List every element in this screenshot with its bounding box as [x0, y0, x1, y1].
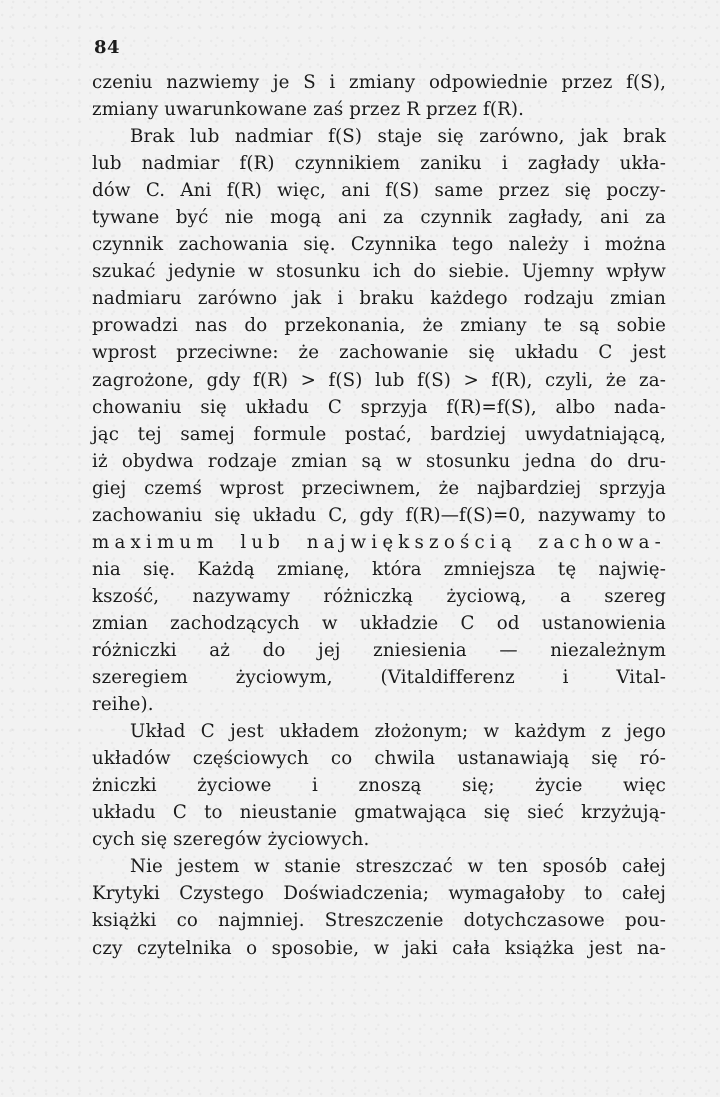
- text-line: zagrożone, gdy f(R) > f(S) lub f(S) > f(R), czyli, że za-: [92, 369, 666, 391]
- paragraph-start-line: Nie jestem w stanie streszczać w ten sposób całej: [130, 856, 666, 878]
- text-line: cych się szeregów życiowych.: [92, 829, 370, 851]
- text-line: czy czytelnika o sposobie, w jaki cała książka jest na-: [92, 937, 666, 959]
- text-line: zmiany uwarunkowane zaś przez R przez f(R).: [92, 99, 525, 121]
- text-line: giej czemś wprost przeciwnem, że najbardziej sprzyja: [92, 477, 666, 499]
- page-number: 84: [94, 37, 121, 58]
- text-line: dów C. Ani f(R) więc, ani f(S) same przez się poczy-: [92, 180, 666, 202]
- text-line: czynnik zachowania się. Czynnika tego należy i można: [92, 234, 666, 256]
- text-line: zmian zachodzących w układzie C od ustanowienia: [92, 612, 666, 634]
- text-line: książki co najmniej. Streszczenie dotychczasowe pou-: [92, 910, 666, 932]
- text-line: chowaniu się układu C sprzyja f(R)=f(S), albo nada-: [92, 396, 666, 418]
- spaced-emphasis-line: maximum lub największością zachowa-: [92, 531, 666, 553]
- text-line: szeregiem życiowym, (Vitaldifferenz i Vital-: [92, 667, 666, 689]
- text-line: nadmiaru zarówno jak i braku każdego rodzaju zmian: [92, 288, 666, 310]
- text-line: zachowaniu się układu C, gdy f(R)—f(S)=0, nazywamy to: [92, 504, 666, 526]
- text-line: nia się. Każdą zmianę, która zmniejsza tę najwię-: [92, 558, 666, 580]
- text-line: układu C to nieustanie gmatwająca się sieć krzyżują-: [92, 802, 666, 824]
- text-line: kszość, nazywamy różniczką życiową, a szereg: [92, 585, 666, 607]
- text-line: różniczki aż do jej zniesienia — niezależnym: [92, 639, 666, 661]
- text-line: iż obydwa rodzaje zmian są w stosunku jedna do dru-: [92, 450, 666, 472]
- text-line: Krytyki Czystego Doświadczenia; wymagałoby to całej: [92, 883, 666, 905]
- text-line: tywane być nie mogą ani za czynnik zagłady, ani za: [92, 207, 666, 229]
- text-line: wprost przeciwne: że zachowanie się układu C jest: [92, 342, 666, 364]
- text-line: lub nadmiar f(R) czynnikiem zaniku i zagłady ukła-: [92, 153, 666, 175]
- text-line: prowadzi nas do przekonania, że zmiany te są sobie: [92, 315, 666, 337]
- body-text: [92, 69, 666, 962]
- text-line: reihe).: [92, 694, 154, 716]
- text-line: czeniu nazwiemy je S i zmiany odpowiednie przez f(S),: [92, 72, 666, 93]
- text-line: układów częściowych co chwila ustanawiają się ró-: [92, 748, 666, 770]
- text-line: szukać jedynie w stosunku ich do siebie. Ujemny wpływ: [92, 261, 666, 283]
- text-line: żniczki życiowe i znoszą się; życie więc: [92, 775, 666, 797]
- paragraph-start-line: Układ C jest układem złożonym; w każdym z jego: [130, 721, 666, 743]
- paragraph-start-line: Brak lub nadmiar f(S) staje się zarówno, jak brak: [130, 126, 666, 148]
- text-line: jąc tej samej formule postać, bardziej uwydatniającą,: [92, 423, 666, 445]
